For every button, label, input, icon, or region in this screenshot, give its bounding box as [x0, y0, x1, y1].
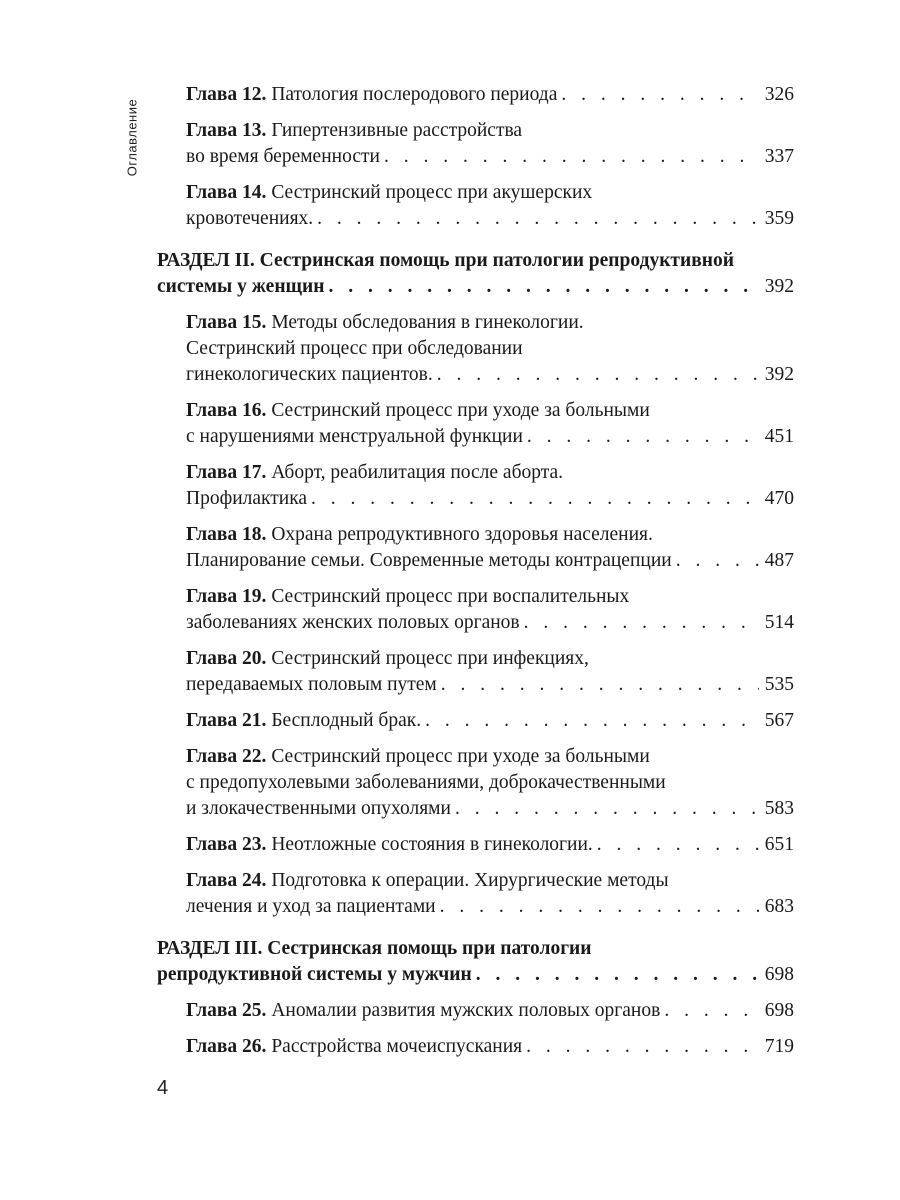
leader-dots [597, 832, 759, 858]
leader-dots [440, 894, 759, 920]
toc-entry-last-line [186, 610, 794, 636]
toc-entry-title: лечения и уход за пациентами [186, 896, 436, 917]
toc-entry-line [186, 336, 794, 362]
toc-entry-title: Сестринский процесс при уходе за больными [271, 400, 650, 421]
toc-entry-line [186, 118, 794, 144]
toc-entry-label: Глава 13. [186, 120, 267, 141]
toc-chapter[interactable] [157, 82, 794, 108]
toc-entry-title: Сестринский процесс при инфекциях, [271, 648, 589, 669]
toc-entry-label: Глава 19. [186, 586, 267, 607]
toc-entry-last-line [157, 962, 794, 988]
toc-entry-line [186, 744, 794, 770]
toc-entry-title: и злокачественными опухолями [186, 798, 451, 819]
toc-entry-line [186, 398, 794, 424]
toc-section[interactable] [157, 936, 794, 988]
toc-entry-title: репродуктивной системы у мужчин [157, 964, 472, 985]
leader-dots [425, 708, 759, 734]
toc-entry-title: во время беременности [186, 146, 380, 167]
toc-entry-title: Сестринский процесс при акушерских [271, 182, 593, 203]
toc-entry-last-line [186, 998, 794, 1024]
toc-chapter[interactable] [157, 522, 794, 574]
toc-page-number: 719 [764, 1036, 794, 1057]
toc-entry-line [157, 936, 794, 962]
toc-page-number: 470 [764, 488, 794, 509]
leader-dots [526, 1034, 759, 1060]
toc-entry-last-line [186, 82, 794, 108]
toc-entry-label: Глава 22. [186, 746, 267, 767]
toc-entry-title: Патология послеродового периода [271, 84, 558, 105]
toc-entry-title: передаваемых половым путем [186, 674, 437, 695]
toc-entry-title: Охрана репродуктивного здоровья населения. [271, 524, 653, 545]
toc-entry-title: с нарушениями менструальной функции [186, 426, 523, 447]
running-header [122, 90, 142, 190]
table-of-contents [157, 82, 794, 1070]
toc-entry-line [186, 868, 794, 894]
toc-chapter[interactable] [157, 398, 794, 450]
toc-entry-label: Глава 12. [186, 84, 267, 105]
toc-chapter[interactable] [157, 708, 794, 734]
toc-entry-title: Аборт, реабилитация после аборта. [271, 462, 564, 483]
toc-entry-label: Глава 14. [186, 182, 267, 203]
toc-entry-title: Аномалии развития мужских половых органов [271, 1000, 661, 1021]
toc-page-number: 535 [764, 674, 794, 695]
toc-chapter[interactable] [157, 460, 794, 512]
toc-entry-label: Глава 25. [186, 1000, 267, 1021]
toc-entry-title: Сестринский процесс при обследовании [186, 338, 523, 359]
toc-entry-last-line [186, 362, 794, 388]
toc-entry-title: системы у женщин [157, 276, 325, 297]
leader-dots [455, 796, 759, 822]
leader-dots [317, 206, 759, 232]
leader-dots [664, 998, 758, 1024]
toc-entry-label: Глава 16. [186, 400, 267, 421]
toc-entry-line [186, 460, 794, 486]
toc-entry-title: Неотложные состояния в гинекологии. [271, 834, 593, 855]
toc-chapter[interactable] [157, 646, 794, 698]
toc-entry-label: Глава 18. [186, 524, 267, 545]
toc-entry-label: Глава 21. [186, 710, 267, 731]
toc-page-number: 651 [764, 834, 794, 855]
toc-chapter[interactable] [157, 584, 794, 636]
toc-page-number: 451 [764, 426, 794, 447]
toc-entry-title: Расстройства мочеиспускания [271, 1036, 523, 1057]
page-number: 4 [157, 1077, 169, 1099]
toc-entry-title: Сестринская помощь при патологии [267, 938, 592, 959]
toc-chapter[interactable] [157, 118, 794, 170]
toc-entry-title: заболеваниях женских половых органов [186, 612, 520, 633]
leader-dots [329, 274, 759, 300]
toc-entry-title: Сестринская помощь при патологии репродуктивной [259, 250, 734, 271]
toc-entry-last-line [186, 144, 794, 170]
toc-entry-title: гинекологических пациентов. [186, 364, 433, 385]
toc-entry-last-line [186, 832, 794, 858]
toc-entry-label: Глава 15. [186, 312, 267, 333]
toc-entry-line [186, 770, 794, 796]
leader-dots [384, 144, 759, 170]
toc-entry-label: РАЗДЕЛ III. [157, 938, 263, 959]
toc-entry-title: Профилактика [186, 488, 308, 509]
toc-chapter[interactable] [157, 868, 794, 920]
toc-page-number: 514 [764, 612, 794, 633]
toc-page-number: 583 [764, 798, 794, 819]
toc-entry-label: Глава 26. [186, 1036, 267, 1057]
toc-entry-title: Бесплодный брак. [271, 710, 422, 731]
toc-entry-title: Гипертензивные расстройства [271, 120, 523, 141]
toc-page-number: 698 [764, 964, 794, 985]
toc-entry-title: Методы обследования в гинекологии. [271, 312, 584, 333]
toc-entry-label: Глава 17. [186, 462, 267, 483]
leader-dots [311, 486, 759, 512]
toc-chapter[interactable] [157, 744, 794, 822]
toc-chapter[interactable] [157, 180, 794, 232]
toc-entry-last-line [157, 274, 794, 300]
leader-dots [561, 82, 758, 108]
toc-entry-line [186, 310, 794, 336]
toc-entry-last-line [186, 1034, 794, 1060]
toc-entry-title: с предопухолевыми заболеваниями, доброкачественными [186, 772, 666, 793]
toc-page-number: 683 [764, 896, 794, 917]
toc-page-number: 359 [764, 208, 794, 229]
toc-entry-line [157, 248, 794, 274]
leader-dots [476, 962, 759, 988]
leader-dots [437, 362, 759, 388]
toc-entry-line [186, 522, 794, 548]
toc-entry-line [186, 646, 794, 672]
toc-page-number: 487 [764, 550, 794, 571]
toc-entry-label: Глава 23. [186, 834, 267, 855]
toc-page-number: 326 [764, 84, 794, 105]
toc-entry-last-line [186, 486, 794, 512]
toc-entry-last-line [186, 894, 794, 920]
toc-page-number: 392 [764, 364, 794, 385]
running-header-text: Оглавление [124, 98, 140, 177]
toc-entry-label: Глава 24. [186, 870, 267, 891]
leader-dots [527, 424, 759, 450]
toc-entry-line [186, 584, 794, 610]
toc-entry-title: Планирование семьи. Современные методы контрацепции [186, 550, 672, 571]
toc-entry-last-line [186, 796, 794, 822]
toc-entry-title: кровотечениях. [186, 208, 314, 229]
toc-entry-last-line [186, 708, 794, 734]
toc-entry-last-line [186, 424, 794, 450]
toc-entry-last-line [186, 548, 794, 574]
toc-chapter[interactable] [157, 832, 794, 858]
toc-entry-label: Глава 20. [186, 648, 267, 669]
leader-dots [676, 548, 759, 574]
leader-dots [441, 672, 759, 698]
toc-entry-last-line [186, 206, 794, 232]
toc-entry-label: РАЗДЕЛ II. [157, 250, 255, 271]
toc-section[interactable] [157, 248, 794, 300]
toc-page-number: 392 [764, 276, 794, 297]
toc-entry-line [186, 180, 794, 206]
toc-entry-title: Сестринский процесс при воспалительных [271, 586, 630, 607]
leader-dots [524, 610, 759, 636]
toc-page-number: 698 [764, 1000, 794, 1021]
toc-chapter[interactable] [157, 310, 794, 388]
toc-chapter[interactable] [157, 1034, 794, 1060]
toc-page-number: 337 [764, 146, 794, 167]
toc-entry-title: Подготовка к операции. Хирургические методы [271, 870, 669, 891]
toc-page-number: 567 [764, 710, 794, 731]
toc-chapter[interactable] [157, 998, 794, 1024]
toc-entry-title: Сестринский процесс при уходе за больными [271, 746, 650, 767]
toc-entry-last-line [186, 672, 794, 698]
